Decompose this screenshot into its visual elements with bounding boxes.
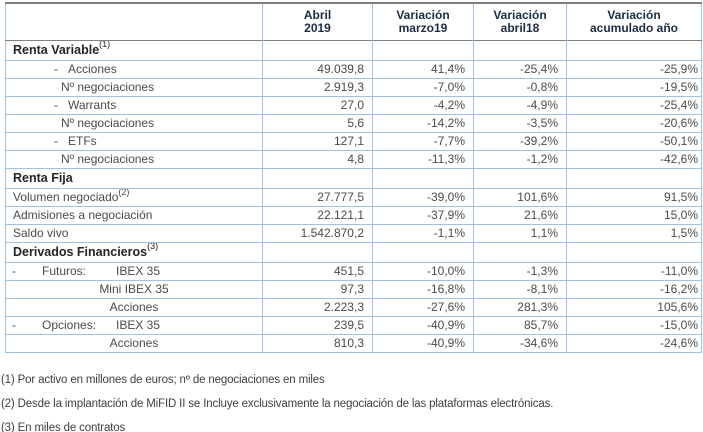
cell-value: 27,0	[263, 97, 373, 115]
cell-value	[567, 169, 702, 189]
table-row-n-negociaciones	[6, 151, 702, 169]
cell-value: -0,8%	[474, 79, 567, 97]
row-label	[6, 151, 263, 169]
cell-value	[373, 243, 474, 263]
column-header-line2: acumulado año	[589, 21, 678, 35]
table-row-acciones	[6, 335, 702, 353]
table-row-n-negociaciones	[6, 115, 702, 133]
row-label	[6, 281, 263, 299]
table-row-volumen-negociado	[6, 189, 702, 207]
row-label	[6, 207, 263, 225]
cell-value: -24,6%	[567, 335, 702, 353]
cell-value: -7,0%	[373, 79, 474, 97]
dash-bullet: -	[12, 263, 16, 278]
cell-value: 1,5%	[567, 225, 702, 243]
cell-value: -15,0%	[567, 317, 702, 335]
cell-value	[474, 243, 567, 263]
cell-value: -11,0%	[567, 263, 702, 281]
cell-value: -40,9%	[373, 335, 474, 353]
cell-value: 27.777,5	[263, 189, 373, 207]
cell-value: -34,6%	[474, 335, 567, 353]
row-label	[6, 169, 263, 189]
label-text: Nº negociaciones	[61, 115, 155, 130]
label-text: Nº negociaciones	[61, 151, 155, 166]
table-header	[6, 3, 702, 41]
cell-value: 2.223,3	[263, 299, 373, 317]
column-header-line1: Variación	[493, 8, 547, 22]
table-row-futuros-ibex-35	[6, 263, 702, 281]
row-label	[6, 263, 263, 281]
cell-value: 41,4%	[373, 61, 474, 79]
cell-value: 97,3	[263, 281, 373, 299]
cell-value: 281,3%	[474, 299, 567, 317]
column-header-variaci-n-marzo19	[373, 3, 474, 41]
footnote-marker: (3)	[147, 242, 159, 252]
label-text: Derivados Financieros	[13, 244, 148, 259]
cell-value: -16,8%	[373, 281, 474, 299]
column-header-line2: 2019	[304, 21, 331, 35]
dash-bullet: -	[54, 133, 58, 148]
label-text: Mini IBEX 35	[99, 281, 169, 296]
cell-value: 85,7%	[474, 317, 567, 335]
table-row-etfs	[6, 133, 702, 151]
market-activity-table	[5, 2, 702, 353]
dash-bullet: -	[54, 61, 58, 76]
cell-value	[567, 41, 702, 61]
column-header-variaci-n-abril18	[474, 3, 567, 41]
cell-value: -11,3%	[373, 151, 474, 169]
cell-value: -1,1%	[373, 225, 474, 243]
cell-value: -20,6%	[567, 115, 702, 133]
cell-value: 2.919,3	[263, 79, 373, 97]
table-row-acciones	[6, 299, 702, 317]
column-header-abril-2019	[263, 3, 373, 41]
row-label	[6, 41, 263, 61]
label-text: IBEX 35	[116, 317, 161, 332]
cell-value	[567, 243, 702, 263]
table-row-opciones-ibex-35	[6, 317, 702, 335]
cell-value: -25,4%	[474, 61, 567, 79]
corner-cell	[6, 3, 263, 41]
label-text: Acciones	[109, 299, 159, 314]
label-text: IBEX 35	[116, 263, 161, 278]
cell-value: 451,5	[263, 263, 373, 281]
label-text: Renta Fija	[13, 170, 73, 185]
footnote-marker: (1)	[99, 40, 111, 50]
cell-value: -14,2%	[373, 115, 474, 133]
cell-value: -3,5%	[474, 115, 567, 133]
row-label	[6, 243, 263, 263]
row-label	[6, 299, 263, 317]
cell-value: 105,6%	[567, 299, 702, 317]
cell-value: -50,1%	[567, 133, 702, 151]
cell-value: 5,6	[263, 115, 373, 133]
cell-value	[474, 41, 567, 61]
row-label	[6, 61, 263, 79]
table-row-n-negociaciones	[6, 79, 702, 97]
header-row	[6, 3, 702, 41]
row-label	[6, 189, 263, 207]
cell-value: -25,9%	[567, 61, 702, 79]
cell-value	[263, 41, 373, 61]
cell-value: 1,1%	[474, 225, 567, 243]
cell-value: -4,2%	[373, 97, 474, 115]
table-row-mini-ibex-35	[6, 281, 702, 299]
cell-value: -42,6%	[567, 151, 702, 169]
dash-bullet: -	[54, 97, 58, 112]
table-row-renta-variable	[6, 41, 702, 61]
cell-value	[263, 169, 373, 189]
cell-value: -39,0%	[373, 189, 474, 207]
table-row-admisiones-a-negociaci-n	[6, 207, 702, 225]
cell-value: -8,1%	[474, 281, 567, 299]
cell-value: 15,0%	[567, 207, 702, 225]
footnote-2: (2) Desde la implantación de MiFID II se Incluye exclusivamente la negociación de las plataformas electrónicas.	[1, 398, 554, 410]
footnote-marker: (2)	[118, 188, 130, 197]
cell-value: 810,3	[263, 335, 373, 353]
column-header-line1: Variación	[396, 8, 450, 22]
row-label	[6, 317, 263, 335]
column-header-variaci-n-acumulado-a-o	[567, 3, 702, 41]
column-header-line1: Abril	[303, 8, 332, 22]
cell-value	[474, 169, 567, 189]
row-label	[6, 335, 263, 353]
column-header-line1: Variación	[607, 8, 661, 22]
row-label	[6, 115, 263, 133]
cell-value: -4,9%	[474, 97, 567, 115]
cell-value: -1,2%	[474, 151, 567, 169]
label-text: Admisiones a negociación	[13, 207, 153, 222]
cell-value: 49.039,8	[263, 61, 373, 79]
label-text: Warrants	[68, 97, 117, 112]
cell-value: 91,5%	[567, 189, 702, 207]
column-header-line2: abril18	[500, 21, 540, 35]
row-label	[6, 133, 263, 151]
cell-value: -10,0%	[373, 263, 474, 281]
cell-value: 1.542.870,2	[263, 225, 373, 243]
column-header-line2: marzo19	[398, 21, 448, 35]
table-row-derivados-financieros	[6, 243, 702, 263]
cell-value: -1,3%	[474, 263, 567, 281]
cell-value: -25,4%	[567, 97, 702, 115]
cell-value	[263, 243, 373, 263]
label-text: Saldo vivo	[13, 225, 69, 240]
cell-value: 127,1	[263, 133, 373, 151]
table-row-acciones	[6, 61, 702, 79]
dash-bullet: -	[12, 317, 16, 332]
cell-value: -27,6%	[373, 299, 474, 317]
label-text: Volumen negociado	[13, 189, 119, 204]
cell-value: -7,7%	[373, 133, 474, 151]
cell-value: 4,8	[263, 151, 373, 169]
label-text: Nº negociaciones	[61, 79, 155, 94]
footnotes	[1, 368, 701, 432]
footnote-1: (1) Por activo en millones de euros; nº de negociaciones en miles	[1, 374, 325, 386]
cell-value	[373, 41, 474, 61]
cell-value	[373, 169, 474, 189]
cell-value: 239,5	[263, 317, 373, 335]
cell-value: 21,6%	[474, 207, 567, 225]
cell-value: 101,6%	[474, 189, 567, 207]
row-label	[6, 97, 263, 115]
table-row-saldo-vivo	[6, 225, 702, 243]
footnote-3: (3) En miles de contratos	[1, 422, 126, 432]
label-text: ETFs	[68, 133, 97, 148]
label-text: Renta Variable	[13, 42, 100, 57]
cell-value: -16,2%	[567, 281, 702, 299]
group-label: Opciones:	[42, 317, 97, 332]
group-label: Futuros:	[42, 263, 87, 278]
cell-value: -40,9%	[373, 317, 474, 335]
row-label	[6, 79, 263, 97]
row-label	[6, 225, 263, 243]
label-text: Acciones	[68, 61, 117, 76]
label-text: Acciones	[109, 335, 159, 350]
cell-value: -19,5%	[567, 79, 702, 97]
cell-value: -39,2%	[474, 133, 567, 151]
table-row-warrants	[6, 97, 702, 115]
cell-value: -37,9%	[373, 207, 474, 225]
table-row-renta-fija	[6, 169, 702, 189]
cell-value: 22.121,1	[263, 207, 373, 225]
table-body	[6, 41, 702, 353]
